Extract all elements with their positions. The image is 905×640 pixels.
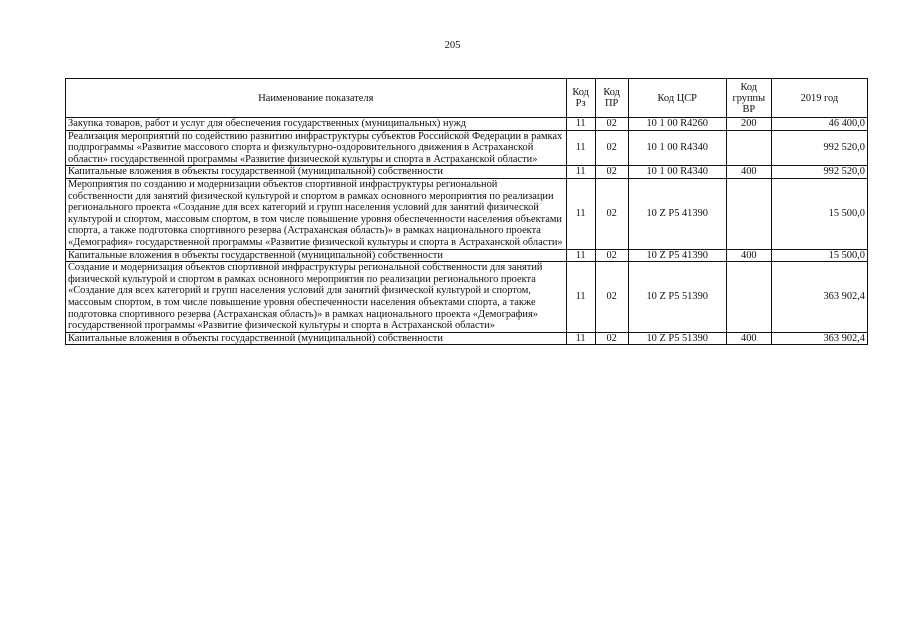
row-amount: 363 902,4 xyxy=(771,262,867,333)
row-pr: 02 xyxy=(595,262,628,333)
row-vr: 400 xyxy=(726,166,771,179)
row-csr: 10 Z P5 41390 xyxy=(628,178,726,249)
budget-table xyxy=(65,78,868,345)
row-name: Капитальные вложения в объекты государственной (муниципальной) собственности xyxy=(66,249,567,262)
row-vr: 200 xyxy=(726,118,771,131)
row-rz: 11 xyxy=(566,166,595,179)
row-amount: 992 520,0 xyxy=(771,166,867,179)
table-row xyxy=(66,332,868,345)
row-csr: 10 1 00 R4340 xyxy=(628,130,726,166)
row-rz: 11 xyxy=(566,130,595,166)
row-amount: 15 500,0 xyxy=(771,178,867,249)
table-row xyxy=(66,262,868,333)
table-header-row xyxy=(66,79,868,118)
row-name: Капитальные вложения в объекты государственной (муниципальной) собственности xyxy=(66,166,567,179)
header-name: Наименование показателя xyxy=(66,79,567,118)
row-pr: 02 xyxy=(595,118,628,131)
row-name: Мероприятия по созданию и модернизации объектов спортивной инфраструктуры региональной собственности для занятий физической культурой и спортом в рамках основного мероприятия по реализации регионального проекта «Создание для всех категорий и групп населения условий для занятий физической культурой и спортом, массовым спортом, в том числе повышение уровня обеспеченности населения объектами спорта, а также подготовка спортивного резерва (Астраханская область)» в рамках национального проекта «Демография» государственной программы «Развитие физической культуры и спорта в Астраханской области» xyxy=(66,178,567,249)
row-rz: 11 xyxy=(566,262,595,333)
row-name: Закупка товаров, работ и услуг для обеспечения государственных (муниципальных) нужд xyxy=(66,118,567,131)
header-pr: Код ПР xyxy=(595,79,628,118)
table-row xyxy=(66,118,868,131)
row-amount: 15 500,0 xyxy=(771,249,867,262)
row-pr: 02 xyxy=(595,130,628,166)
table-row xyxy=(66,178,868,249)
row-vr xyxy=(726,178,771,249)
header-csr: Код ЦСР xyxy=(628,79,726,118)
row-rz: 11 xyxy=(566,249,595,262)
row-name: Реализация мероприятий по содействию развитию инфраструктуры субъектов Российской Федерации в рамках подпрограммы «Развитие массового спорта и физкультурно-оздоровительного движения в Астраханской области» государственной программы «Развитие физической культуры и спорта в Астраханской области» xyxy=(66,130,567,166)
row-amount: 46 400,0 xyxy=(771,118,867,131)
page-number: 205 xyxy=(444,40,461,51)
header-rz: Код Рз xyxy=(566,79,595,118)
row-pr: 02 xyxy=(595,332,628,345)
row-name: Капитальные вложения в объекты государственной (муниципальной) собственности xyxy=(66,332,567,345)
row-csr: 10 1 00 R4340 xyxy=(628,166,726,179)
row-rz: 11 xyxy=(566,118,595,131)
row-rz: 11 xyxy=(566,332,595,345)
row-rz: 11 xyxy=(566,178,595,249)
row-csr: 10 Z P5 41390 xyxy=(628,249,726,262)
row-csr: 10 1 00 R4260 xyxy=(628,118,726,131)
row-vr xyxy=(726,262,771,333)
row-amount: 363 902,4 xyxy=(771,332,867,345)
row-amount: 992 520,0 xyxy=(771,130,867,166)
table-row xyxy=(66,130,868,166)
row-vr: 400 xyxy=(726,249,771,262)
header-vr: Код группы ВР xyxy=(726,79,771,118)
row-pr: 02 xyxy=(595,249,628,262)
row-pr: 02 xyxy=(595,166,628,179)
table-row xyxy=(66,249,868,262)
table-row xyxy=(66,166,868,179)
row-csr: 10 Z P5 51390 xyxy=(628,262,726,333)
row-csr: 10 Z P5 51390 xyxy=(628,332,726,345)
header-year: 2019 год xyxy=(771,79,867,118)
row-pr: 02 xyxy=(595,178,628,249)
row-vr: 400 xyxy=(726,332,771,345)
row-vr xyxy=(726,130,771,166)
row-name: Создание и модернизация объектов спортивной инфраструктуры региональной собственности для занятий физической культурой и спортом в рамках основного мероприятия по реализации регионального проекта «Создание для всех категорий и групп населения условий для занятий физической культурой и спортом, массовым спортом, в том числе повышение уровня обеспеченности населения объектами спорта, а также подготовка спортивного резерва (Астраханская область)» в рамках национального проекта «Демография» государственной программы «Развитие физической культуры и спорта в Астраханской области» xyxy=(66,262,567,333)
